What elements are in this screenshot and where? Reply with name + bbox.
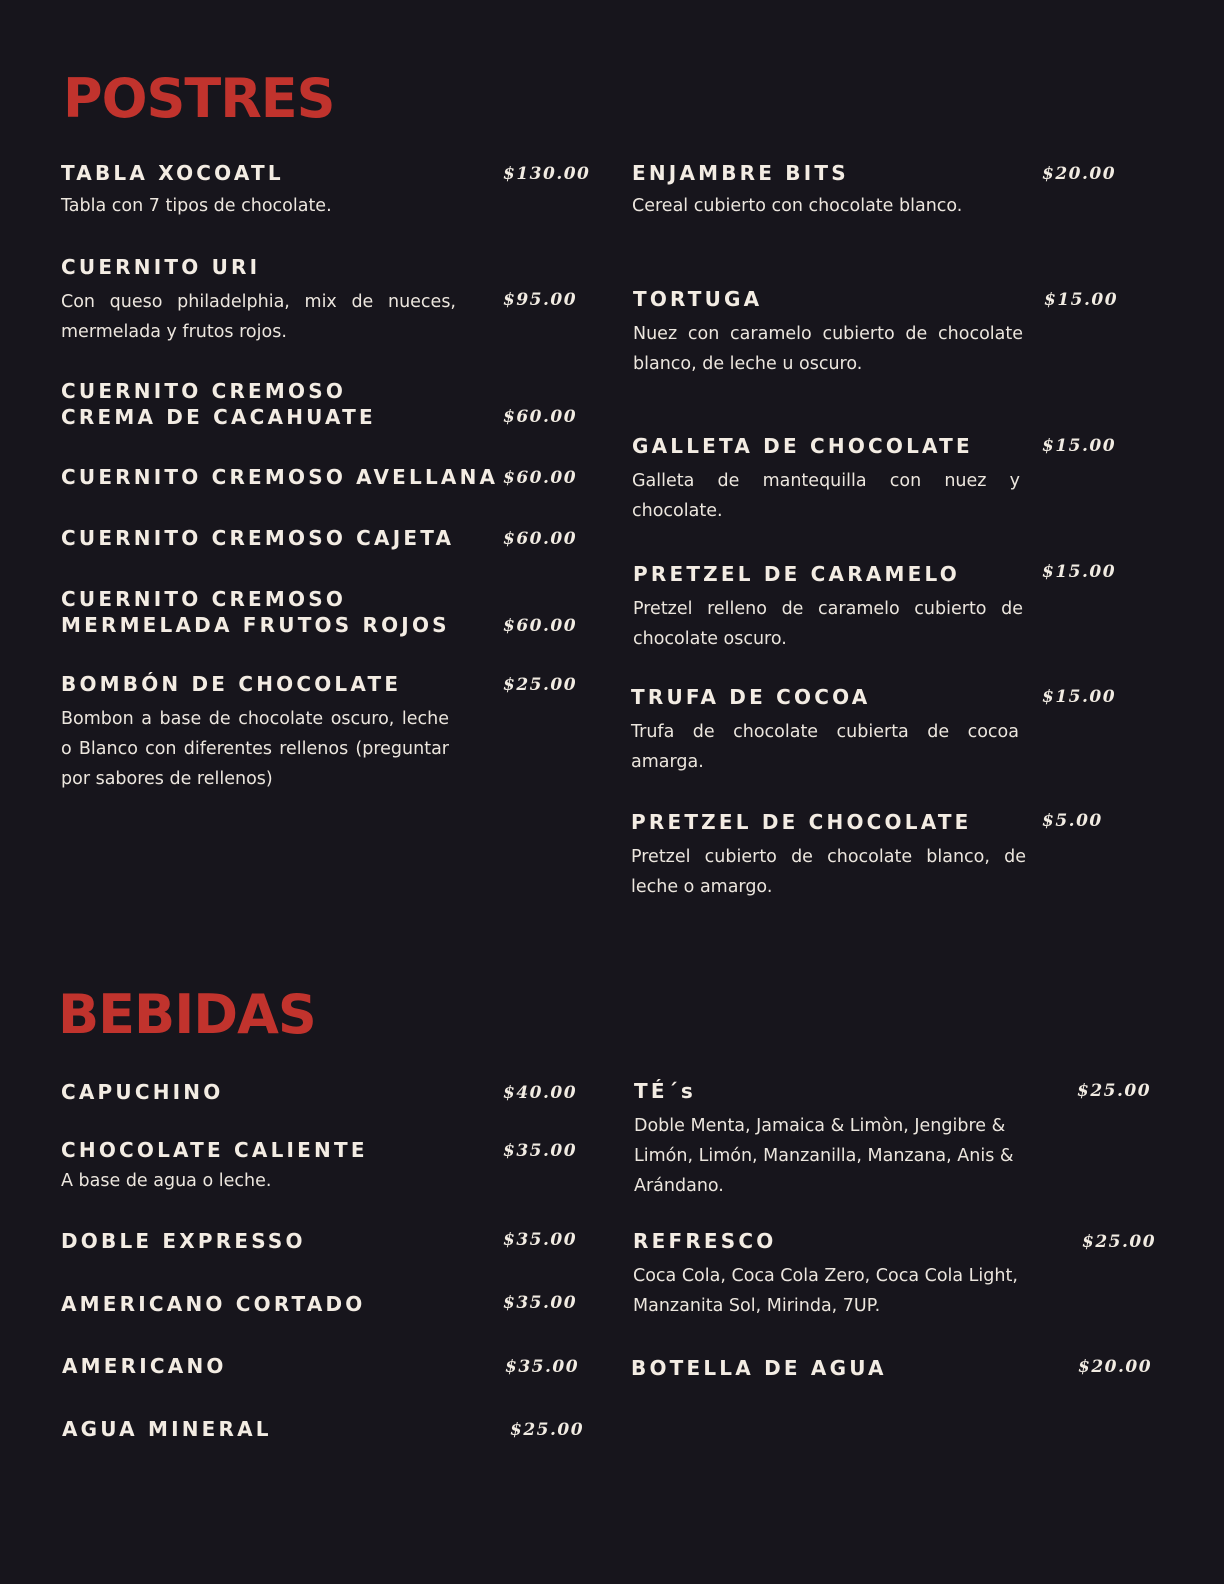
menu-item <box>61 378 501 430</box>
menu-item <box>61 1137 491 1196</box>
item-name: TRUFA DE COCOA <box>631 685 871 709</box>
item-price: $20.00 <box>1042 164 1117 184</box>
item-price: $35.00 <box>503 1230 578 1250</box>
item-description: Doble Menta, Jamaica & Limòn, Jengibre & Limón, Limón, Manzanilla, Manzana, Anis & Arándano. <box>634 1116 1014 1196</box>
item-name: CAPUCHINO <box>61 1080 224 1104</box>
item-description: Bombon a base de chocolate oscuro, leche o Blanco con diferentes rellenos (preguntar por sabores de rellenos) <box>61 709 449 789</box>
menu-item <box>633 561 1023 654</box>
item-name: CUERNITO CREMOSO AVELLANA <box>61 465 499 489</box>
item-price: $15.00 <box>1042 562 1117 582</box>
postres-title: POSTRES <box>63 67 335 130</box>
item-name: ENJAMBRE BITS <box>632 161 849 185</box>
menu-item <box>632 433 1020 526</box>
menu-item <box>62 1416 492 1442</box>
menu-item <box>631 809 1026 902</box>
menu-item <box>61 671 449 794</box>
menu-item <box>632 160 1027 221</box>
item-price: $15.00 <box>1042 436 1117 456</box>
item-description: Trufa de chocolate cubierta de cocoa amarga. <box>631 722 1019 772</box>
item-price: $20.00 <box>1078 1357 1153 1377</box>
item-name: BOMBÓN DE CHOCOLATE <box>61 672 402 696</box>
menu-item <box>61 254 456 347</box>
menu-item <box>61 1291 491 1317</box>
item-name: CHOCOLATE CALIENTE <box>61 1138 368 1162</box>
menu-item <box>631 1355 1031 1381</box>
item-price: $35.00 <box>503 1293 578 1313</box>
item-price: $5.00 <box>1042 811 1103 831</box>
item-description: Pretzel cubierto de chocolate blanco, de leche o amargo. <box>631 847 1026 897</box>
item-name: AMERICANO <box>62 1354 227 1378</box>
item-price: $25.00 <box>1077 1081 1152 1101</box>
item-price: $95.00 <box>503 290 578 310</box>
item-price: $60.00 <box>503 616 578 636</box>
item-price: $60.00 <box>503 407 578 427</box>
item-name: CUERNITO URI <box>61 255 261 279</box>
item-name: GALLETA DE CHOCOLATE <box>632 434 973 458</box>
menu-item <box>61 1228 491 1254</box>
item-price: $15.00 <box>1042 687 1117 707</box>
item-name: AGUA MINERAL <box>62 1417 272 1441</box>
item-price: $25.00 <box>1082 1232 1157 1252</box>
item-price: $60.00 <box>503 529 578 549</box>
menu-item <box>62 1353 492 1379</box>
menu-item <box>633 1228 1025 1321</box>
item-description: Pretzel relleno de caramelo cubierto de chocolate oscuro. <box>633 599 1023 649</box>
item-price: $60.00 <box>503 468 578 488</box>
item-name: AMERICANO CORTADO <box>61 1292 366 1316</box>
menu-item <box>61 1079 491 1105</box>
item-name: REFRESCO <box>633 1229 777 1253</box>
item-price: $35.00 <box>505 1357 580 1377</box>
item-price: $35.00 <box>503 1141 578 1161</box>
item-price: $25.00 <box>503 675 578 695</box>
menu-item <box>634 1078 1014 1201</box>
menu-item <box>633 286 1023 379</box>
menu-item <box>61 525 501 551</box>
item-price: $130.00 <box>503 164 591 184</box>
item-name: CUERNITO CREMOSO CAJETA <box>61 526 455 550</box>
menu-item <box>61 464 501 490</box>
item-description: Galleta de mantequilla con nuez y chocolate. <box>632 471 1020 521</box>
item-price: $40.00 <box>503 1083 578 1103</box>
menu-item <box>61 586 501 638</box>
item-name: CUERNITO CREMOSO MERMELADA FRUTOS ROJOS <box>61 587 450 637</box>
item-name: CUERNITO CREMOSO CREMA DE CACAHUATE <box>61 379 376 429</box>
item-name: TORTUGA <box>633 287 763 311</box>
item-description: A base de agua o leche. <box>61 1171 272 1191</box>
item-description: Tabla con 7 tipos de chocolate. <box>61 196 332 216</box>
item-name: DOBLE EXPRESSO <box>61 1229 306 1253</box>
item-name: PRETZEL DE CARAMELO <box>633 562 960 586</box>
item-price: $25.00 <box>510 1420 585 1440</box>
item-description: Nuez con caramelo cubierto de chocolate blanco, de leche u oscuro. <box>633 324 1023 374</box>
item-description: Con queso philadelphia, mix de nueces, mermelada y frutos rojos. <box>61 292 456 342</box>
item-name: TÉ´s <box>634 1079 697 1103</box>
item-name: PRETZEL DE CHOCOLATE <box>631 810 972 834</box>
menu-item <box>631 684 1019 777</box>
menu-item <box>61 160 461 221</box>
item-price: $15.00 <box>1044 290 1119 310</box>
item-name: BOTELLA DE AGUA <box>631 1356 887 1380</box>
item-name: TABLA XOCOATL <box>61 161 284 185</box>
bebidas-title: BEBIDAS <box>58 983 316 1046</box>
item-description: Cereal cubierto con chocolate blanco. <box>632 196 963 216</box>
item-description: Coca Cola, Coca Cola Zero, Coca Cola Light, Manzanita Sol, Mirinda, 7UP. <box>633 1266 1018 1316</box>
